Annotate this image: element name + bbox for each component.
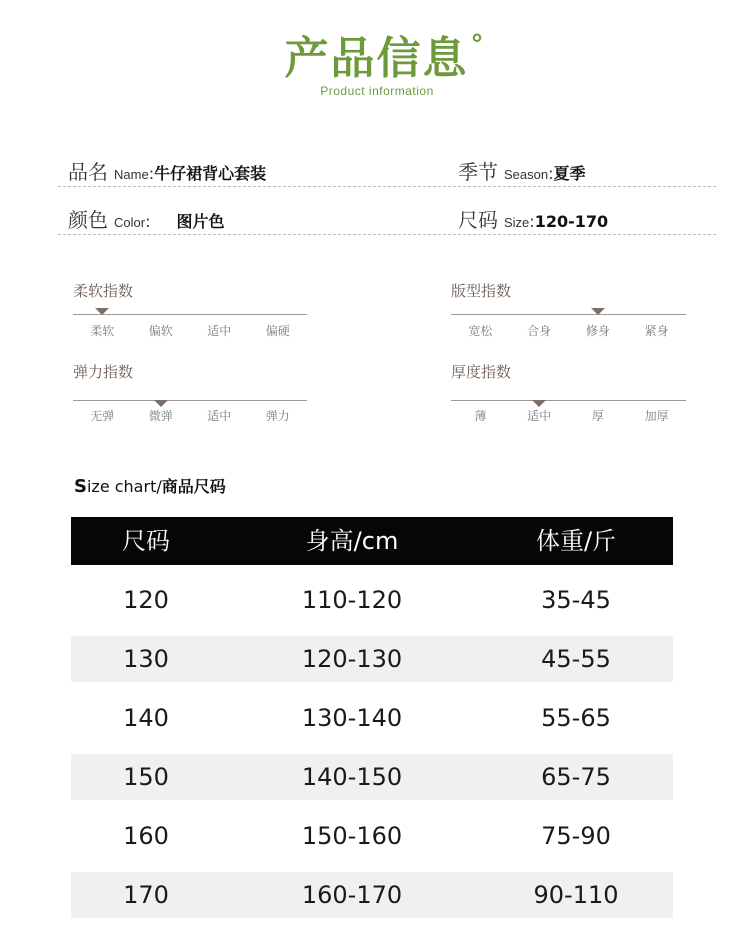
header-height: 身高/cm [305, 527, 399, 555]
height-cell: 150-160 [301, 822, 403, 850]
name-label-en: Name [114, 167, 149, 182]
season-colon: : [548, 164, 554, 183]
softness-index-marker [95, 308, 109, 315]
table-row [71, 695, 673, 741]
fit-index-option: 宽松 [468, 324, 493, 338]
thickness-index-title: 厚度指数 [451, 363, 512, 381]
softness-index-option: 偏硬 [265, 324, 290, 338]
title-mark: ° [470, 30, 486, 60]
product-info-subtitle: Product information [320, 84, 434, 98]
softness-index-title: 柔软指数 [73, 282, 134, 300]
header-weight: 体重/斤 [535, 527, 617, 555]
size-cell: 170 [123, 881, 169, 909]
season-label-en: Season [504, 167, 549, 182]
color-label-en: Color [114, 215, 146, 230]
size-cell: 160 [123, 822, 169, 850]
title-text: 产品信息 [284, 33, 469, 84]
size-label-en: Size [504, 215, 530, 230]
weight-cell: 75-90 [541, 822, 611, 850]
weight-cell: 45-55 [541, 645, 611, 673]
size-cell: 150 [123, 763, 169, 791]
size-chart-header-row [71, 517, 673, 565]
fit-index-option: 修身 [585, 324, 610, 338]
size-chart-title-initial: S [74, 476, 87, 497]
elasticity-index-option: 无弹 [90, 409, 115, 423]
header-size: 尺码 [122, 527, 170, 555]
fit-index-option: 合身 [527, 324, 552, 338]
name-label-cn: 品名 [68, 160, 108, 184]
softness-index-option: 偏软 [148, 324, 173, 338]
table-row [71, 813, 673, 859]
season-value: 夏季 [553, 164, 586, 183]
weight-cell: 90-110 [533, 881, 619, 909]
softness-index-option: 适中 [207, 324, 232, 338]
info-size [458, 204, 608, 233]
height-cell: 130-140 [301, 704, 403, 732]
weight-cell: 65-75 [541, 763, 611, 791]
info-color [68, 204, 224, 233]
color-colon: : [145, 212, 151, 231]
fit-index-track [451, 314, 686, 315]
info-season [458, 156, 586, 185]
size-cell: 120 [123, 586, 169, 614]
thickness-index-option: 薄 [474, 409, 487, 423]
height-cell: 140-150 [301, 763, 403, 791]
weight-cell: 35-45 [541, 586, 611, 614]
table-row [71, 636, 673, 682]
weight-cell: 55-65 [541, 704, 611, 732]
elasticity-index-option: 弹力 [265, 409, 290, 423]
info-row-1 [58, 156, 716, 187]
size-cell: 130 [123, 645, 169, 673]
size-chart-title-cn: 商品尺码 [161, 477, 226, 496]
info-row-2 [58, 204, 716, 235]
height-cell: 120-130 [301, 645, 403, 673]
size-value: 120-170 [534, 212, 609, 231]
thickness-index-option: 适中 [527, 409, 552, 423]
size-chart-title [74, 474, 226, 497]
size-chart-title-en: ize chart/ [86, 477, 162, 496]
thickness-index-marker [532, 400, 546, 407]
name-colon: : [148, 164, 155, 183]
fit-index-marker [591, 308, 605, 315]
season-label-cn: 季节 [458, 160, 498, 184]
elasticity-index-marker [154, 400, 168, 407]
table-row [71, 754, 673, 800]
softness-index-option: 柔软 [90, 324, 115, 338]
table-row [71, 577, 673, 623]
thickness-index-option: 厚 [591, 409, 604, 423]
elasticity-index-track [73, 400, 307, 401]
product-info-title [0, 22, 750, 86]
fit-index-option: 紧身 [644, 324, 669, 338]
height-cell: 160-170 [301, 881, 403, 909]
elasticity-index-title: 弹力指数 [73, 363, 134, 381]
size-chart-table [71, 517, 673, 931]
elasticity-index-option: 微弹 [148, 409, 173, 423]
color-value: 图片色 [176, 212, 225, 231]
thickness-index-option: 加厚 [644, 409, 669, 423]
thickness-index-track [451, 400, 686, 401]
table-row [71, 872, 673, 918]
fit-index-title: 版型指数 [451, 282, 512, 300]
size-cell: 140 [123, 704, 169, 732]
size-colon: : [529, 212, 535, 231]
elasticity-index-option: 适中 [207, 409, 232, 423]
info-name [68, 156, 266, 185]
size-label-cn: 尺码 [458, 208, 498, 232]
name-value: 牛仔裙背心套装 [154, 164, 267, 183]
color-label-cn: 颜色 [68, 208, 108, 232]
height-cell: 110-120 [301, 586, 403, 614]
